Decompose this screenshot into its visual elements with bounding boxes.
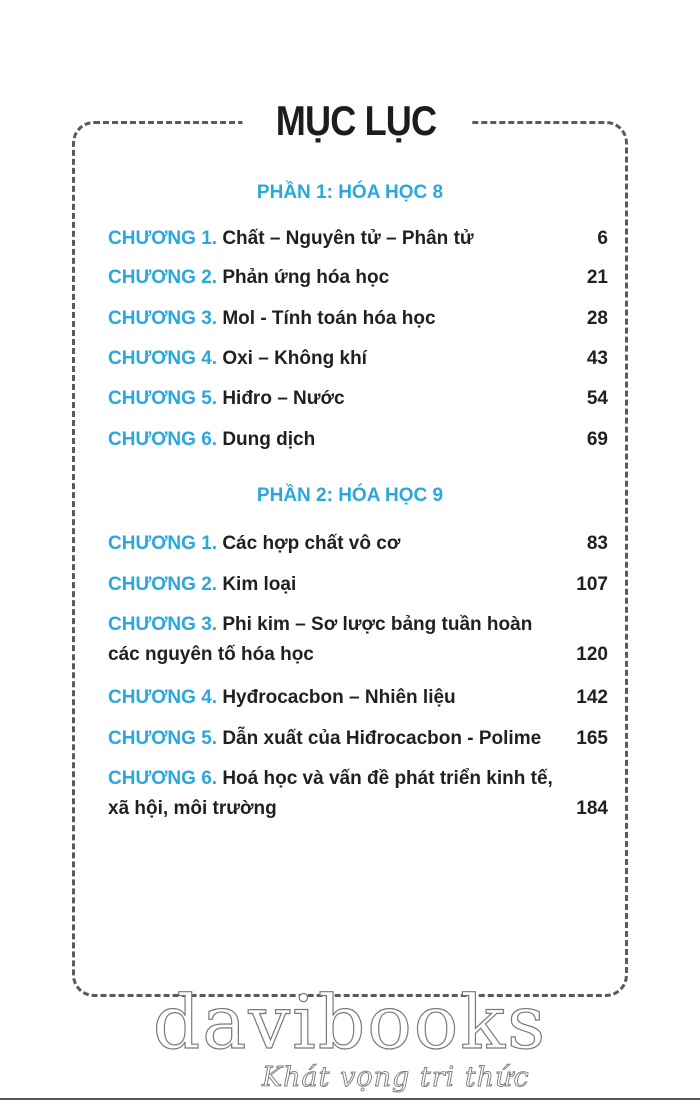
chapter-label: CHƯƠNG 2. [108, 267, 218, 288]
toc-entry[interactable] [108, 308, 608, 330]
chapter-title: Dung dịch [222, 429, 316, 450]
chapter-title-continued: các nguyên tố hóa học [108, 644, 314, 665]
chapter-label: CHƯƠNG 3. [108, 614, 218, 635]
chapter-label: CHƯƠNG 3. [108, 308, 218, 329]
toc-entry[interactable] [108, 267, 608, 289]
chapter-label: CHƯƠNG 4. [108, 348, 218, 369]
chapter-label: CHƯƠNG 1. [108, 533, 218, 554]
chapter-label: CHƯƠNG 5. [108, 728, 218, 749]
toc-entry[interactable] [108, 429, 608, 451]
toc-entry[interactable] [108, 687, 608, 709]
page-number: 120 [576, 644, 608, 665]
toc-entry[interactable] [108, 228, 608, 250]
page-number: 83 [586, 533, 608, 554]
toc-entry[interactable] [108, 768, 608, 820]
page-number: 69 [586, 429, 608, 450]
toc-entry[interactable] [108, 533, 608, 555]
part-2-heading: PHẦN 2: HÓA HỌC 9 [256, 485, 444, 506]
page-number: 165 [576, 728, 608, 749]
part-1-heading: PHẦN 1: HÓA HỌC 8 [256, 182, 444, 203]
chapter-title: Hyđrocacbon – Nhiên liệu [222, 687, 456, 708]
chapter-label: CHƯƠNG 4. [108, 687, 218, 708]
page-number: 142 [576, 687, 608, 708]
chapter-title: Chất – Nguyên tử – Phân tử [222, 228, 474, 249]
chapter-title: Hiđro – Nước [222, 388, 345, 409]
page-number: 107 [576, 574, 608, 595]
page-number: 184 [576, 798, 608, 819]
chapter-title: Phản ứng hóa học [222, 267, 390, 288]
chapter-title: Oxi – Không khí [222, 348, 367, 369]
chapter-title: Hoá học và vấn đề phát triển kinh tế, [222, 768, 553, 789]
page-number: 6 [597, 228, 608, 249]
page-title: MỤC LỤC [242, 88, 469, 158]
toc-frame [72, 121, 628, 997]
chapter-label: CHƯƠNG 2. [108, 574, 218, 595]
chapter-title-continued: xã hội, môi trường [108, 798, 277, 819]
page-number: 21 [586, 267, 608, 288]
toc-entry[interactable] [108, 574, 608, 596]
watermark-brand: davibooks [152, 980, 548, 1066]
chapter-label: CHƯƠNG 6. [108, 429, 218, 450]
chapter-title: Các hợp chất vô cơ [222, 533, 401, 554]
chapter-label: CHƯƠNG 6. [108, 768, 218, 789]
bottom-rule [0, 1098, 700, 1100]
chapter-title: Dẫn xuất của Hiđrocacbon - Polime [222, 728, 542, 749]
page-number: 54 [586, 388, 608, 409]
toc-entry[interactable] [108, 348, 608, 370]
toc-entry[interactable] [108, 388, 608, 410]
watermark-slogan: Khát vọng tri thức [262, 1062, 530, 1093]
toc-entry[interactable] [108, 614, 608, 666]
chapter-title: Phi kim – Sơ lược bảng tuần hoàn [222, 614, 533, 635]
chapter-title: Kim loại [222, 574, 297, 595]
toc-entry[interactable] [108, 728, 608, 750]
page-number: 28 [586, 308, 608, 329]
chapter-title: Mol - Tính toán hóa học [222, 308, 436, 329]
page-number: 43 [586, 348, 608, 369]
chapter-label: CHƯƠNG 1. [108, 228, 218, 249]
chapter-label: CHƯƠNG 5. [108, 388, 218, 409]
